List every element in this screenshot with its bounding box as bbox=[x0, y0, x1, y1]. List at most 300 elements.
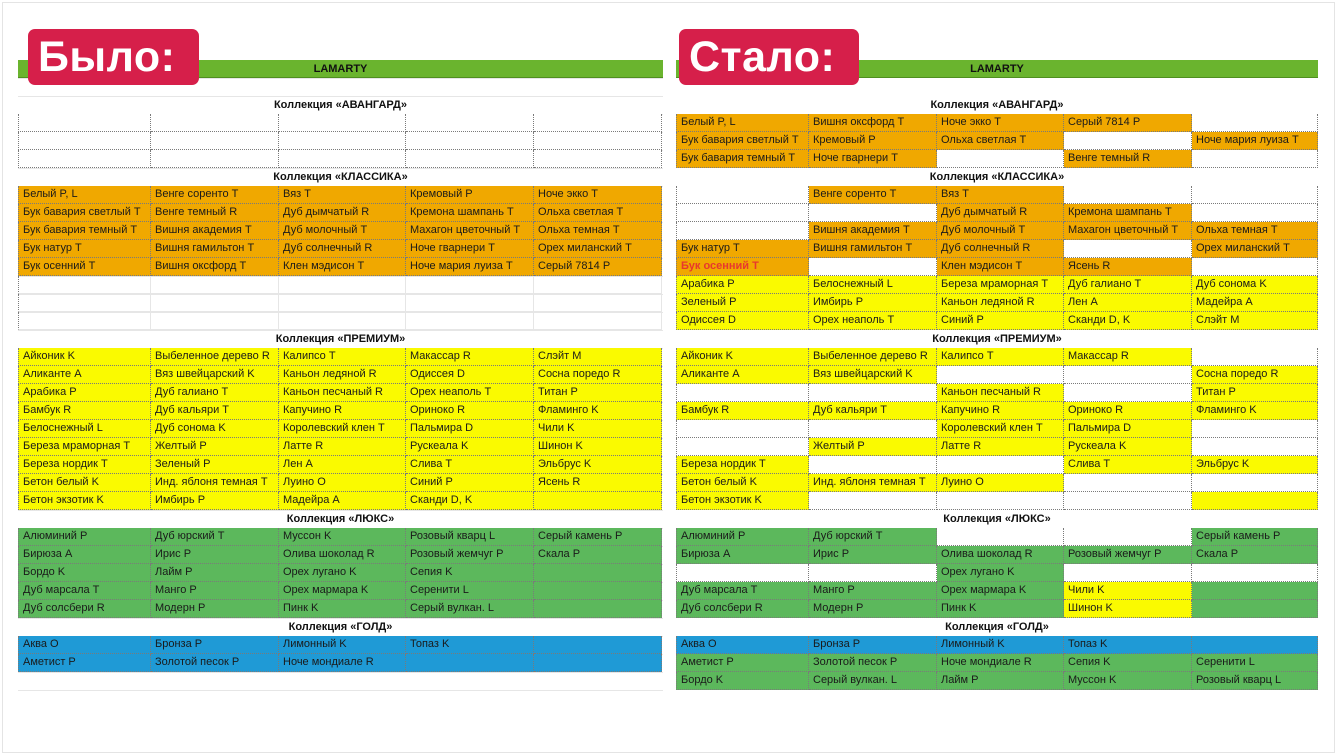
table-cell: Инд. яблоня темная T bbox=[809, 474, 937, 492]
table-cell: Береза нордик T bbox=[18, 456, 151, 474]
table-cell: Бетон экзотик K bbox=[18, 492, 151, 510]
table-row bbox=[18, 294, 663, 312]
table-cell: Бетон экзотик K bbox=[676, 492, 809, 510]
table-cell: Бук бавария светлый T bbox=[18, 204, 151, 222]
table-cell: Вишня гамильтон T bbox=[151, 240, 279, 258]
table-row bbox=[18, 312, 663, 330]
table-cell bbox=[406, 654, 534, 672]
table-cell: Лайм P bbox=[151, 564, 279, 582]
table-cell: Белоснежный L bbox=[18, 420, 151, 438]
table-cell: Шинон K bbox=[1064, 600, 1192, 618]
table-cell: Дуб марсала T bbox=[676, 582, 809, 600]
table-cell: Береза мраморная T bbox=[937, 276, 1064, 294]
before-badge: Было: bbox=[28, 29, 199, 85]
table-cell bbox=[676, 564, 809, 582]
table-cell: Серый вулкан. L bbox=[809, 672, 937, 690]
table-cell: Ноче мондиале R bbox=[937, 654, 1064, 672]
table-cell bbox=[534, 492, 662, 510]
table-cell: Одиссея D bbox=[676, 312, 809, 330]
table-cell: Синий P bbox=[406, 474, 534, 492]
table-cell: Бук осенний T bbox=[676, 258, 809, 276]
table-row bbox=[18, 132, 663, 150]
table-cell: Орех миланский T bbox=[1192, 240, 1318, 258]
table-cell: Вяз швейцарский K bbox=[809, 366, 937, 384]
table-cell: Алюминий P bbox=[18, 528, 151, 546]
table-row bbox=[18, 222, 663, 240]
table-cell bbox=[937, 150, 1064, 168]
table-cell: Пальмира D bbox=[406, 420, 534, 438]
table-row bbox=[676, 312, 1318, 330]
table-cell bbox=[18, 312, 151, 330]
table-cell: Ольха темная T bbox=[534, 222, 662, 240]
table-cell: Бук бавария темный T bbox=[18, 222, 151, 240]
table-cell bbox=[809, 456, 937, 474]
table-row bbox=[676, 420, 1318, 438]
table-cell bbox=[279, 150, 406, 168]
table-cell: Рускеала K bbox=[406, 438, 534, 456]
table-cell bbox=[1192, 258, 1318, 276]
table-cell: Каньон ледяной R bbox=[937, 294, 1064, 312]
table-cell bbox=[676, 438, 809, 456]
table-cell: Мадейра A bbox=[279, 492, 406, 510]
table-cell: Выбеленное дерево R bbox=[809, 348, 937, 366]
table-row bbox=[676, 294, 1318, 312]
table-cell: Топаз K bbox=[406, 636, 534, 654]
table-cell: Ноче мария луиза T bbox=[406, 258, 534, 276]
table-cell bbox=[1064, 492, 1192, 510]
table-cell: Венге темный R bbox=[151, 204, 279, 222]
table-row bbox=[18, 114, 663, 132]
table-cell bbox=[534, 132, 662, 150]
table-cell: Пальмира D bbox=[1064, 420, 1192, 438]
table-cell bbox=[809, 258, 937, 276]
table-cell: Клен мэдисон T bbox=[279, 258, 406, 276]
table-cell bbox=[1192, 114, 1318, 132]
table-cell: Венге соренто T bbox=[809, 186, 937, 204]
table-row bbox=[676, 114, 1318, 132]
table-cell bbox=[1192, 150, 1318, 168]
table-cell: Чили K bbox=[534, 420, 662, 438]
brand-header: LAMARTY bbox=[18, 60, 663, 78]
table-cell: Ирис P bbox=[151, 546, 279, 564]
table-cell bbox=[279, 276, 406, 294]
table-row bbox=[676, 672, 1318, 690]
table-cell: Бамбук R bbox=[676, 402, 809, 420]
table-cell bbox=[534, 150, 662, 168]
table-cell: Бук бавария светлый T bbox=[676, 132, 809, 150]
table-cell: Дуб сонома K bbox=[151, 420, 279, 438]
table-cell bbox=[18, 294, 151, 312]
table-cell bbox=[1192, 582, 1318, 600]
table-cell: Белый P, L bbox=[18, 186, 151, 204]
table-cell bbox=[676, 186, 809, 204]
table-cell: Аликанте A bbox=[18, 366, 151, 384]
table-cell: Бирюза A bbox=[18, 546, 151, 564]
table-cell: Лен A bbox=[279, 456, 406, 474]
table-row bbox=[18, 564, 663, 582]
table-cell: Ольха светлая T bbox=[937, 132, 1064, 150]
table-cell: Сканди D, K bbox=[406, 492, 534, 510]
table-cell bbox=[809, 420, 937, 438]
table-cell bbox=[1064, 564, 1192, 582]
table-cell: Сепия K bbox=[1064, 654, 1192, 672]
table-cell: Ноче экко T bbox=[937, 114, 1064, 132]
table-row bbox=[18, 204, 663, 222]
table-row bbox=[18, 654, 663, 672]
table-cell: Белый P, L bbox=[676, 114, 809, 132]
table-cell: Скала P bbox=[1192, 546, 1318, 564]
collection-title: Коллекция «КЛАССИКА» bbox=[273, 171, 408, 183]
table-cell: Ноче мария луиза T bbox=[1192, 132, 1318, 150]
table-row bbox=[676, 474, 1318, 492]
table-cell: Зеленый P bbox=[676, 294, 809, 312]
table-cell: Сепия K bbox=[406, 564, 534, 582]
table-cell: Дуб галиано T bbox=[151, 384, 279, 402]
table-cell: Арабика P bbox=[676, 276, 809, 294]
table-cell: Скала P bbox=[534, 546, 662, 564]
table-cell: Манго P bbox=[809, 582, 937, 600]
table-row bbox=[676, 150, 1318, 168]
table-row bbox=[676, 582, 1318, 600]
table-cell bbox=[676, 420, 809, 438]
table-cell: Розовый жемчуг P bbox=[1064, 546, 1192, 564]
collection-title: Коллекция «ПРЕМИУМ» bbox=[275, 333, 406, 345]
table-cell: Мадейра A bbox=[1192, 294, 1318, 312]
table-cell: Аметист P bbox=[676, 654, 809, 672]
table-cell bbox=[1192, 348, 1318, 366]
table-cell: Серенити L bbox=[406, 582, 534, 600]
table-cell: Чили K bbox=[1064, 582, 1192, 600]
table-cell: Ноче экко T bbox=[534, 186, 662, 204]
table-cell bbox=[676, 204, 809, 222]
table-cell: Ясень R bbox=[1064, 258, 1192, 276]
table-cell bbox=[279, 114, 406, 132]
table-cell bbox=[1064, 384, 1192, 402]
table-cell: Ноче мондиале R bbox=[279, 654, 406, 672]
table-cell: Выбеленное дерево R bbox=[151, 348, 279, 366]
table-cell: Зеленый P bbox=[151, 456, 279, 474]
collection-title: Коллекция «ПРЕМИУМ» bbox=[932, 333, 1062, 345]
table-cell bbox=[534, 636, 662, 654]
table-cell: Орех лугано K bbox=[279, 564, 406, 582]
table-cell: Бамбук R bbox=[18, 402, 151, 420]
table-cell: Манго P bbox=[151, 582, 279, 600]
table-cell: Дуб дымчатый R bbox=[279, 204, 406, 222]
table-cell: Дуб солнечный R bbox=[937, 240, 1064, 258]
table-cell: Бук натур T bbox=[18, 240, 151, 258]
table-cell bbox=[1192, 636, 1318, 654]
table-cell: Ольха светлая T bbox=[534, 204, 662, 222]
table-cell: Орех мармара K bbox=[937, 582, 1064, 600]
table-row bbox=[676, 348, 1318, 366]
table-cell: Дуб сонома K bbox=[1192, 276, 1318, 294]
table-cell: Дуб кальяри T bbox=[151, 402, 279, 420]
table-cell: Вишня академия T bbox=[809, 222, 937, 240]
table-cell bbox=[937, 528, 1064, 546]
table-cell: Слэйт M bbox=[1192, 312, 1318, 330]
table-cell bbox=[151, 294, 279, 312]
table-cell: Береза мраморная T bbox=[18, 438, 151, 456]
table-row bbox=[18, 636, 663, 654]
table-cell: Латте R bbox=[937, 438, 1064, 456]
table-cell: Латте R bbox=[279, 438, 406, 456]
table-row bbox=[18, 456, 663, 474]
collection-title: Коллекция «ЛЮКС» bbox=[286, 513, 395, 525]
table-row bbox=[18, 366, 663, 384]
table-cell: Кремона шампань T bbox=[1064, 204, 1192, 222]
table-cell: Муссон K bbox=[1064, 672, 1192, 690]
table-cell bbox=[406, 132, 534, 150]
table-cell: Ольха темная T bbox=[1192, 222, 1318, 240]
table-cell: Титан P bbox=[1192, 384, 1318, 402]
table-cell: Венге соренто T bbox=[151, 186, 279, 204]
table-cell bbox=[406, 276, 534, 294]
table-cell bbox=[18, 276, 151, 294]
table-cell: Аква O bbox=[18, 636, 151, 654]
table-cell bbox=[809, 564, 937, 582]
table-row bbox=[676, 636, 1318, 654]
table-cell: Луино O bbox=[279, 474, 406, 492]
table-row bbox=[18, 276, 663, 294]
table-row bbox=[676, 654, 1318, 672]
table-cell: Имбирь P bbox=[809, 294, 937, 312]
table-cell bbox=[937, 492, 1064, 510]
table-cell: Береза нордик T bbox=[676, 456, 809, 474]
table-cell: Королевский клен T bbox=[937, 420, 1064, 438]
table-row bbox=[676, 528, 1318, 546]
table-cell bbox=[534, 114, 662, 132]
table-cell: Арабика P bbox=[18, 384, 151, 402]
table-cell: Розовый жемчуг P bbox=[406, 546, 534, 564]
table-cell: Каньон песчаный R bbox=[937, 384, 1064, 402]
table-cell bbox=[534, 276, 662, 294]
table-cell: Эльбрус K bbox=[534, 456, 662, 474]
table-cell: Вяз T bbox=[279, 186, 406, 204]
table-cell: Макассар R bbox=[406, 348, 534, 366]
table-row bbox=[676, 240, 1318, 258]
table-cell: Сосна поредо R bbox=[534, 366, 662, 384]
table-cell: Венге темный R bbox=[1064, 150, 1192, 168]
table-cell: Золотой песок P bbox=[151, 654, 279, 672]
table-cell bbox=[151, 114, 279, 132]
table-cell: Серый камень P bbox=[534, 528, 662, 546]
table-cell: Бук натур T bbox=[676, 240, 809, 258]
table-row bbox=[676, 366, 1318, 384]
after-badge: Стало: bbox=[679, 29, 859, 85]
table-row bbox=[676, 132, 1318, 150]
table-row bbox=[676, 204, 1318, 222]
table-row bbox=[18, 582, 663, 600]
table-cell bbox=[534, 654, 662, 672]
table-cell bbox=[18, 150, 151, 168]
table-row bbox=[18, 258, 663, 276]
table-row bbox=[18, 420, 663, 438]
table-row bbox=[18, 186, 663, 204]
table-row bbox=[18, 240, 663, 258]
table-cell: Бетон белый K bbox=[676, 474, 809, 492]
table-cell: Бук осенний T bbox=[18, 258, 151, 276]
collection-title: Коллекция «АВАНГАРД» bbox=[930, 99, 1064, 111]
collection-title: Коллекция «ГОЛД» bbox=[945, 621, 1049, 633]
table-cell: Дуб солсбери R bbox=[676, 600, 809, 618]
table-cell: Бронза P bbox=[809, 636, 937, 654]
table-cell: Ясень R bbox=[534, 474, 662, 492]
table-row bbox=[18, 546, 663, 564]
table-cell: Алюминий P bbox=[676, 528, 809, 546]
table-cell: Желтый P bbox=[809, 438, 937, 456]
table-cell bbox=[279, 132, 406, 150]
table-cell: Кремовый P bbox=[406, 186, 534, 204]
table-cell bbox=[1064, 474, 1192, 492]
table-cell bbox=[1064, 528, 1192, 546]
table-cell bbox=[151, 132, 279, 150]
table-cell: Сосна поредо R bbox=[1192, 366, 1318, 384]
table-row bbox=[18, 402, 663, 420]
table-cell bbox=[1192, 438, 1318, 456]
table-cell bbox=[279, 294, 406, 312]
table-cell: Серый 7814 P bbox=[1064, 114, 1192, 132]
table-cell bbox=[151, 312, 279, 330]
collection-title: Коллекция «ЛЮКС» bbox=[943, 513, 1051, 525]
table-cell: Одиссея D bbox=[406, 366, 534, 384]
table-cell bbox=[18, 114, 151, 132]
table-cell: Бронза P bbox=[151, 636, 279, 654]
table-cell bbox=[151, 276, 279, 294]
table-cell: Слива T bbox=[406, 456, 534, 474]
table-cell: Бордо K bbox=[676, 672, 809, 690]
table-cell bbox=[1192, 492, 1318, 510]
table-cell: Сканди D, K bbox=[1064, 312, 1192, 330]
table-cell: Бордо K bbox=[18, 564, 151, 582]
table-cell: Модерн P bbox=[809, 600, 937, 618]
table-cell: Белоснежный L bbox=[809, 276, 937, 294]
table-cell: Королевский клен T bbox=[279, 420, 406, 438]
table-cell: Дуб молочный T bbox=[937, 222, 1064, 240]
table-cell: Орех лугано K bbox=[937, 564, 1064, 582]
table-cell bbox=[1192, 600, 1318, 618]
table-cell: Серый камень P bbox=[1192, 528, 1318, 546]
table-row bbox=[676, 258, 1318, 276]
table-cell bbox=[676, 222, 809, 240]
table-row bbox=[18, 384, 663, 402]
table-cell: Махагон цветочный T bbox=[406, 222, 534, 240]
table-cell bbox=[1192, 204, 1318, 222]
table-cell: Фламинго K bbox=[1192, 402, 1318, 420]
table-cell: Калипсо T bbox=[937, 348, 1064, 366]
table-cell bbox=[937, 366, 1064, 384]
table-row bbox=[18, 438, 663, 456]
table-row bbox=[676, 438, 1318, 456]
table-cell: Орех миланский T bbox=[534, 240, 662, 258]
table-row bbox=[18, 150, 663, 168]
table-cell: Айконик K bbox=[18, 348, 151, 366]
table-cell: Каньон ледяной R bbox=[279, 366, 406, 384]
table-cell: Вяз T bbox=[937, 186, 1064, 204]
table-cell: Топаз K bbox=[1064, 636, 1192, 654]
table-row bbox=[676, 276, 1318, 294]
table-cell: Вишня оксфорд T bbox=[151, 258, 279, 276]
table-cell: Дуб юрский T bbox=[151, 528, 279, 546]
table-cell: Дуб юрский T bbox=[809, 528, 937, 546]
table-cell bbox=[1064, 366, 1192, 384]
table-cell: Слэйт M bbox=[534, 348, 662, 366]
table-cell: Дуб галиано T bbox=[1064, 276, 1192, 294]
table-cell: Кремовый P bbox=[809, 132, 937, 150]
table-cell bbox=[406, 294, 534, 312]
table-cell: Шинон K bbox=[534, 438, 662, 456]
table-row bbox=[18, 474, 663, 492]
table-cell: Дуб солсбери R bbox=[18, 600, 151, 618]
collection-title: Коллекция «ГОЛД» bbox=[288, 621, 393, 633]
table-cell: Орех мармара K bbox=[279, 582, 406, 600]
table-cell: Вишня оксфорд T bbox=[809, 114, 937, 132]
table-cell bbox=[534, 312, 662, 330]
table-cell bbox=[809, 204, 937, 222]
table-cell: Золотой песок P bbox=[809, 654, 937, 672]
table-cell: Муссон K bbox=[279, 528, 406, 546]
table-row bbox=[676, 492, 1318, 510]
table-cell: Аметист P bbox=[18, 654, 151, 672]
table-row bbox=[676, 402, 1318, 420]
table-cell: Серый 7814 P bbox=[534, 258, 662, 276]
table-cell: Ирис P bbox=[809, 546, 937, 564]
collection-title: Коллекция «КЛАССИКА» bbox=[929, 171, 1065, 183]
table-cell: Кремона шампань T bbox=[406, 204, 534, 222]
table-cell bbox=[406, 150, 534, 168]
table-cell: Инд. яблоня темная T bbox=[151, 474, 279, 492]
table-cell: Имбирь P bbox=[151, 492, 279, 510]
table-row bbox=[676, 546, 1318, 564]
table-cell bbox=[534, 294, 662, 312]
table-cell: Розовый кварц L bbox=[1192, 672, 1318, 690]
table-cell: Слива T bbox=[1064, 456, 1192, 474]
after-spreadsheet bbox=[676, 60, 1318, 694]
table-cell: Дуб дымчатый R bbox=[937, 204, 1064, 222]
table-cell bbox=[937, 456, 1064, 474]
table-row bbox=[676, 564, 1318, 582]
table-cell: Фламинго K bbox=[534, 402, 662, 420]
table-cell: Клен мэдисон T bbox=[937, 258, 1064, 276]
table-cell: Ориноко R bbox=[406, 402, 534, 420]
table-cell: Макассар R bbox=[1064, 348, 1192, 366]
table-cell: Олива шоколад R bbox=[937, 546, 1064, 564]
table-cell bbox=[1192, 420, 1318, 438]
table-cell: Пинк K bbox=[937, 600, 1064, 618]
table-row bbox=[18, 600, 663, 618]
table-cell bbox=[279, 312, 406, 330]
table-row bbox=[676, 456, 1318, 474]
table-cell bbox=[676, 384, 809, 402]
table-cell: Каньон песчаный R bbox=[279, 384, 406, 402]
table-cell: Дуб марсала T bbox=[18, 582, 151, 600]
table-cell: Луино O bbox=[937, 474, 1064, 492]
table-cell bbox=[151, 150, 279, 168]
table-cell: Серенити L bbox=[1192, 654, 1318, 672]
table-row bbox=[18, 528, 663, 546]
before-spreadsheet bbox=[18, 60, 663, 694]
table-cell: Аква O bbox=[676, 636, 809, 654]
table-cell bbox=[1192, 564, 1318, 582]
table-row bbox=[18, 348, 663, 366]
table-row bbox=[676, 222, 1318, 240]
table-cell: Вишня гамильтон T bbox=[809, 240, 937, 258]
table-cell: Аликанте A bbox=[676, 366, 809, 384]
table-cell: Желтый P bbox=[151, 438, 279, 456]
table-cell: Капучино R bbox=[279, 402, 406, 420]
table-cell: Орех неаполь T bbox=[406, 384, 534, 402]
table-cell bbox=[1192, 474, 1318, 492]
table-cell: Титан P bbox=[534, 384, 662, 402]
